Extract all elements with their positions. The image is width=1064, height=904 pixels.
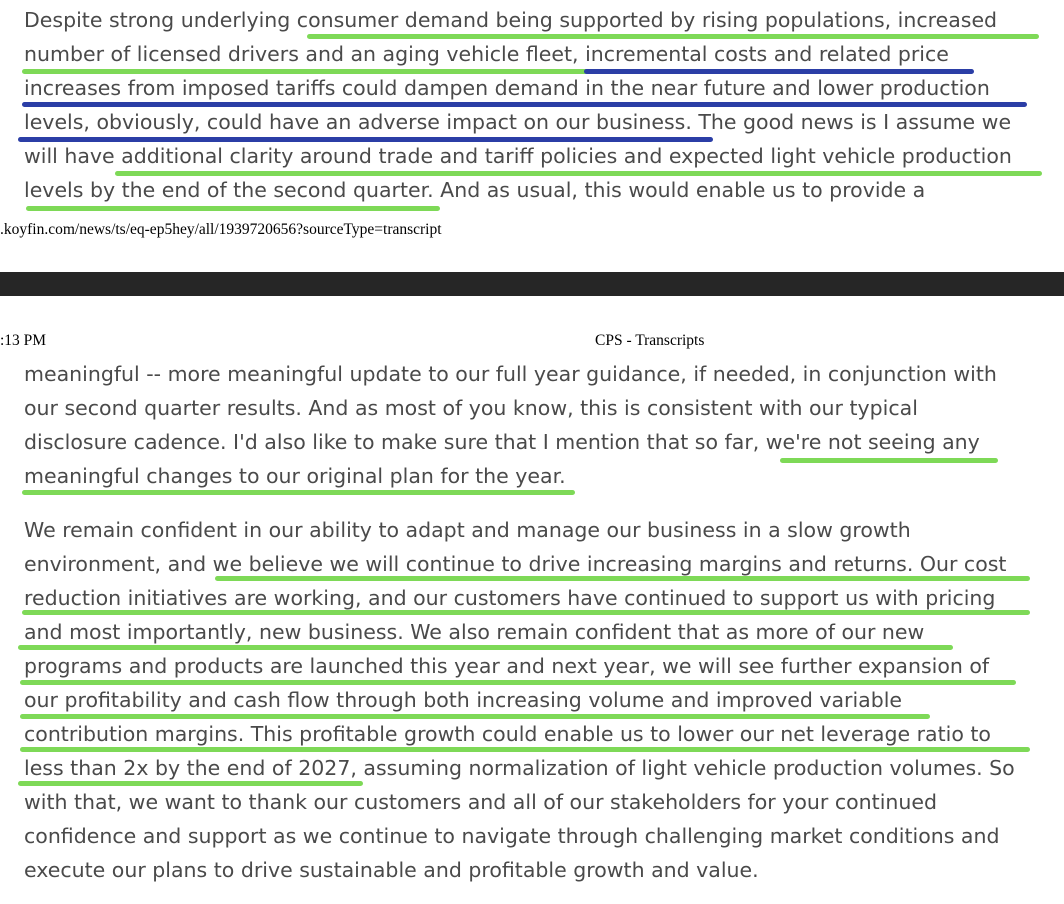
text-line: disclosure cadence. I'd also like to make sure that I mention that so far, we're not seeing any	[24, 430, 980, 454]
highlight-green	[780, 458, 998, 463]
text-line: levels, obviously, could have an adverse impact on our business. The good news is I assume we	[24, 110, 1012, 134]
highlight-green	[22, 610, 1030, 615]
highlight-blue	[18, 137, 713, 142]
text-line: Despite strong underlying consumer demand being supported by rising populations, increased	[24, 8, 998, 32]
text-line: environment, and we believe we will continue to drive increasing margins and returns. Our cost	[24, 552, 1007, 576]
text-line: reduction initiatives are working, and our customers have continued to support us with pricing	[24, 586, 996, 610]
text-line: less than 2x by the end of 2027, assuming normalization of light vehicle production volumes. So	[24, 756, 1015, 780]
highlight-green	[215, 576, 1030, 581]
text-line: number of licensed drivers and an aging vehicle fleet, incremental costs and related price	[24, 42, 949, 66]
highlight-green	[18, 645, 953, 650]
text-line: with that, we want to thank our customers and all of our stakeholders for your continued	[24, 790, 938, 814]
page-header-title: CPS - Transcripts	[595, 332, 705, 349]
text-line: We remain confident in our ability to adapt and manage our business in a slow growth	[24, 518, 911, 542]
text-line: levels by the end of the second quarter. And as usual, this would enable us to provide a	[24, 178, 926, 202]
text-line: will have additional clarity around trade and tariff policies and expected light vehicle production	[24, 144, 1012, 168]
text-line: meaningful -- more meaningful update to our full year guidance, if needed, in conjunction with	[24, 362, 997, 386]
text-line: confidence and support as we continue to navigate through challenging market conditions and	[24, 824, 1000, 848]
highlight-blue	[22, 102, 1027, 107]
text-line: contribution margins. This profitable growth could enable us to lower our net leverage ratio to	[24, 722, 991, 746]
highlight-green	[26, 206, 440, 211]
text-line: programs and products are launched this year and next year, we will see further expansion of	[24, 654, 990, 678]
highlight-green	[20, 680, 1016, 685]
text-line: our second quarter results. And as most of you know, this is consistent with our typical	[24, 396, 918, 420]
highlight-green	[22, 490, 575, 495]
highlight-green	[22, 69, 588, 74]
page-footer-url: .koyfin.com/news/ts/eq-ep5hey/all/1939720656?sourceType=transcript	[0, 221, 442, 238]
highlight-green	[115, 171, 1042, 176]
text-line: our profitability and cash flow through both increasing volume and improved variable	[24, 688, 903, 712]
highlight-green	[20, 747, 1030, 752]
text-line: execute our plans to drive sustainable and profitable growth and value.	[24, 858, 759, 882]
highlight-green	[307, 34, 1039, 39]
highlight-green	[18, 781, 363, 786]
text-line: increases from imposed tariffs could dampen demand in the near future and lower production	[24, 76, 990, 100]
highlight-green	[20, 714, 930, 719]
text-line: meaningful changes to our original plan for the year.	[24, 464, 566, 488]
text-line: and most importantly, new business. We also remain confident that as more of our new	[24, 620, 925, 644]
highlight-blue	[584, 69, 974, 74]
page-header-time: :13 PM	[0, 332, 47, 349]
page-divider	[0, 272, 1064, 296]
